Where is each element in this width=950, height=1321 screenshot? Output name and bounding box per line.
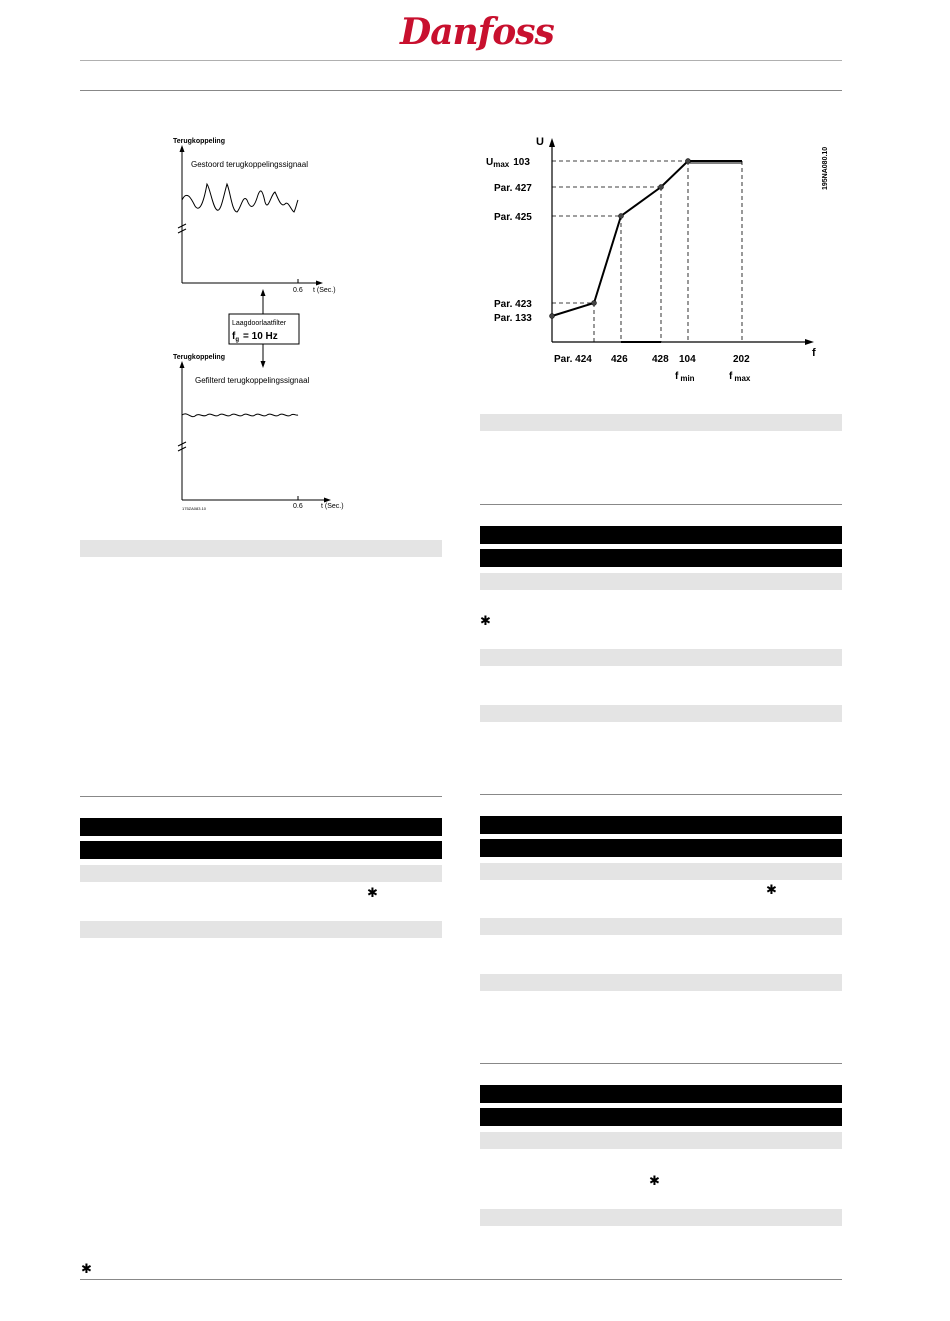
curve-point [550, 314, 555, 319]
header-rule-bottom [80, 90, 842, 91]
right-default-star-icon-1: ✱ [480, 613, 491, 628]
top-x-tick: 0.6 [293, 287, 303, 294]
right-default-star-icon-2: ✱ [766, 882, 777, 897]
x-label-fmax: f [729, 371, 733, 382]
filter-sub: g [235, 337, 240, 343]
bottom-x-unit: t (Sec.) [321, 503, 344, 510]
x-label-104: 104 [679, 354, 696, 365]
y-label-par423: Par. 423 [494, 299, 532, 310]
right-value-bar-8 [480, 1209, 842, 1226]
x-label-fmax-sub: max [734, 374, 751, 383]
x-label-fmin-sub: min [680, 374, 695, 383]
uf-chart [480, 128, 842, 390]
chart-figure-code: 195NA080.10 [822, 146, 829, 190]
y-label-par425: Par. 425 [494, 212, 532, 223]
right-section-rule-3 [480, 1063, 842, 1064]
right-value-bar-3 [480, 705, 842, 722]
footer-rule [80, 1279, 842, 1280]
right-value-bar-4 [480, 863, 842, 880]
left-section-rule-1 [80, 796, 442, 797]
noisy-signal [182, 184, 298, 212]
right-param-header-3 [480, 816, 842, 834]
left-value-bar-1 [80, 865, 442, 882]
filter-fg: f [232, 331, 236, 342]
left-param-header-1 [80, 818, 442, 836]
x-label-426: 426 [611, 354, 628, 365]
right-value-bar-1 [480, 573, 842, 590]
svg-text:Umax103 [486, 157, 530, 169]
curve-point [592, 301, 597, 306]
bottom-x-tick: 0.6 [293, 503, 303, 510]
right-value-bar-2 [480, 649, 842, 666]
top-x-unit: t (Sec.) [313, 287, 336, 294]
bottom-axis-title: Terugkoppeling [173, 354, 225, 361]
x-label-202: 202 [733, 354, 750, 365]
left-value-bar-2 [80, 921, 442, 938]
left-param-header-2 [80, 841, 442, 859]
footer-star-icon: ✱ [81, 1261, 92, 1276]
x-label-428: 428 [652, 354, 669, 365]
right-value-bar-7 [480, 1132, 842, 1149]
svg-text:fmin [675, 371, 695, 383]
right-param-header-2 [480, 549, 842, 567]
filtered-signal [182, 414, 298, 417]
bottom-signal-label: Gefilterd terugkoppelingssignaal [195, 376, 310, 385]
danfoss-logo: Danfoss [400, 11, 554, 53]
left-section-gray-bar-1 [80, 540, 442, 557]
right-value-bar-6 [480, 974, 842, 991]
curve-point [659, 185, 664, 190]
right-default-star-icon-3: ✱ [649, 1173, 660, 1188]
right-caption-gray-bar [480, 414, 842, 431]
right-param-header-5 [480, 1085, 842, 1103]
x-label-fmin: f [675, 371, 679, 382]
x-label-par424: Par. 424 [554, 354, 592, 365]
y-label-umax-sub: max [493, 160, 510, 169]
left-default-star-icon: ✱ [367, 885, 378, 900]
uf-curve [552, 161, 742, 316]
y-axis-label: U [536, 136, 544, 148]
filter-title: Laagdoorlaatfilter [232, 320, 287, 327]
right-param-header-1 [480, 526, 842, 544]
header-rule-top [80, 60, 842, 61]
x-axis-label: f [812, 347, 816, 359]
top-signal-label: Gestoord terugkoppelingssignaal [191, 160, 308, 169]
top-axis-title: Terugkoppeling [173, 138, 225, 145]
curve-point [686, 159, 691, 164]
right-param-header-4 [480, 839, 842, 857]
right-section-rule-2 [480, 794, 842, 795]
right-section-rule-1 [480, 504, 842, 505]
right-param-header-6 [480, 1108, 842, 1126]
left-figure-code: 175ZA083.10 [182, 506, 207, 511]
right-value-bar-5 [480, 918, 842, 935]
y-label-umax: U [486, 157, 494, 168]
filter-value: = 10 Hz [243, 331, 278, 342]
filter-diagram [165, 128, 365, 518]
y-label-umax-value: 103 [513, 157, 530, 168]
y-label-par133: Par. 133 [494, 313, 532, 324]
curve-point [619, 214, 624, 219]
svg-text:fmax [729, 371, 751, 383]
y-label-par427: Par. 427 [494, 183, 532, 194]
